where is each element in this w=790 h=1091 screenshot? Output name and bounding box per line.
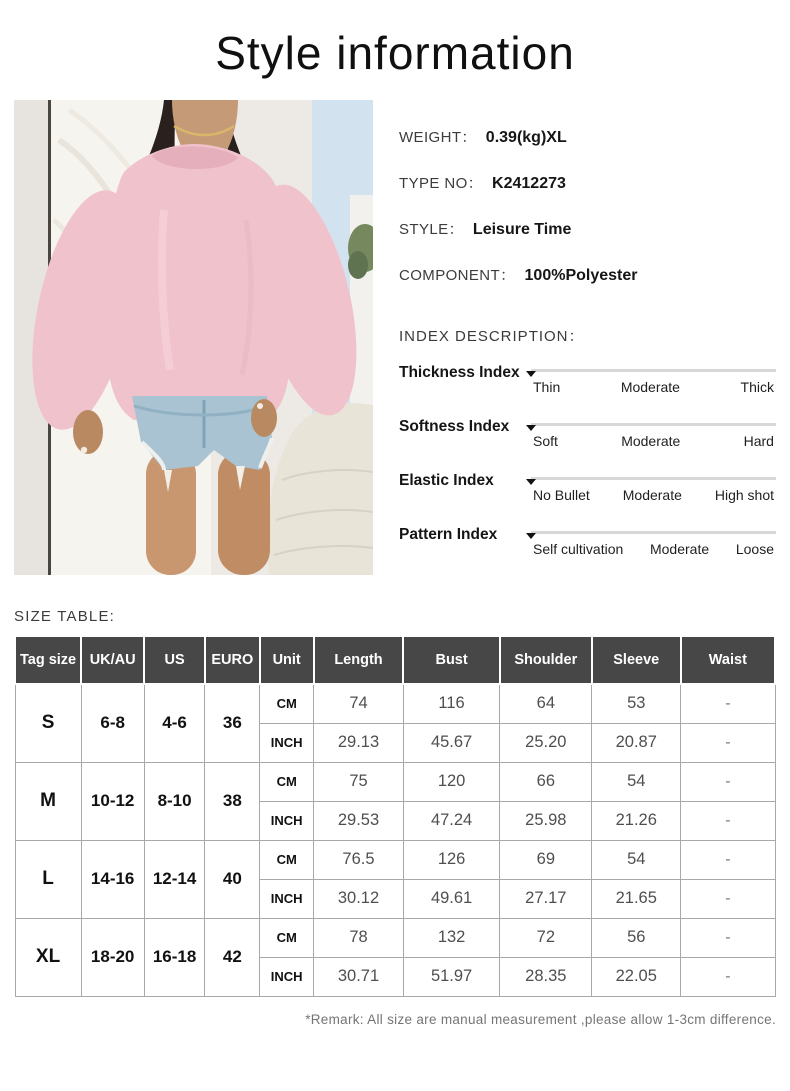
euro-s: 36 <box>205 684 260 762</box>
col-euro: EURO <box>205 636 260 684</box>
slider-options <box>531 487 776 503</box>
unit-inch: INCH <box>260 957 314 996</box>
option-moderate: Moderate <box>620 379 680 395</box>
style-value: Leisure Time <box>472 221 572 238</box>
tag-size-m: M <box>15 762 81 840</box>
length-m-cm: 75 <box>314 762 404 801</box>
unit-inch: INCH <box>260 723 314 762</box>
unit-cm: CM <box>260 918 314 957</box>
thickness-index-row <box>399 362 776 399</box>
waist-xl-cm: - <box>681 918 775 957</box>
us-xl: 16-18 <box>144 918 205 996</box>
euro-l: 40 <box>205 840 260 918</box>
uk-au-m: 10-12 <box>81 762 144 840</box>
top-content-row <box>0 100 790 578</box>
sleeve-xl-inch: 22.05 <box>592 957 681 996</box>
tag-size-l: L <box>15 840 81 918</box>
option-high-shot: High shot <box>714 487 774 503</box>
bust-xl-inch: 51.97 <box>403 957 500 996</box>
col-waist: Waist <box>681 636 775 684</box>
option-moderate: Moderate <box>621 433 681 449</box>
slider-options <box>531 433 776 449</box>
component-label: COMPONENT： <box>399 267 516 284</box>
component-value: 100%Polyester <box>524 267 638 284</box>
col-sleeve: Sleeve <box>592 636 681 684</box>
sleeve-s-cm: 53 <box>592 684 681 723</box>
uk-au-l: 14-16 <box>81 840 144 918</box>
softness-index-label: Softness Index <box>399 418 510 435</box>
us-m: 8-10 <box>144 762 205 840</box>
unit-inch: INCH <box>260 879 314 918</box>
bust-l-inch: 49.61 <box>403 879 500 918</box>
length-s-inch: 29.13 <box>314 723 404 762</box>
sleeve-xl-cm: 56 <box>592 918 681 957</box>
field-component <box>399 264 776 285</box>
length-m-inch: 29.53 <box>314 801 404 840</box>
index-description-heading: INDEX DESCRIPTION： <box>399 328 585 345</box>
shoulder-l-inch: 27.17 <box>500 879 592 918</box>
option-thin: Thin <box>533 379 561 395</box>
table-row-xl-cm <box>15 918 775 957</box>
option-thick: Thick <box>740 379 774 395</box>
table-header-row <box>15 636 775 684</box>
weight-value: 0.39(kg)XL <box>485 129 567 146</box>
col-shoulder: Shoulder <box>500 636 592 684</box>
unit-cm: CM <box>260 762 314 801</box>
shoulder-l-cm: 69 <box>500 840 592 879</box>
us-s: 4-6 <box>144 684 205 762</box>
softness-index-slider <box>531 416 776 453</box>
sleeve-l-cm: 54 <box>592 840 681 879</box>
unit-cm: CM <box>260 684 314 723</box>
shoulder-m-inch: 25.98 <box>500 801 592 840</box>
weight-label: WEIGHT： <box>399 129 477 146</box>
field-style <box>399 218 776 239</box>
option-moderate: Moderate <box>622 487 682 503</box>
type-no-value: K2412273 <box>492 175 566 192</box>
pattern-index-row <box>399 524 776 561</box>
bust-s-cm: 116 <box>403 684 500 723</box>
sleeve-m-cm: 54 <box>592 762 681 801</box>
option-loose: Loose <box>735 541 774 557</box>
bust-m-cm: 120 <box>403 762 500 801</box>
us-l: 12-14 <box>144 840 205 918</box>
waist-s-cm: - <box>681 684 775 723</box>
thickness-index-label: Thickness Index <box>399 364 520 381</box>
waist-m-cm: - <box>681 762 775 801</box>
bust-xl-cm: 132 <box>403 918 500 957</box>
slider-track <box>531 531 776 534</box>
option-moderate: Moderate <box>649 541 710 557</box>
length-l-cm: 76.5 <box>314 840 404 879</box>
product-photo-illustration <box>14 100 373 575</box>
sleeve-s-inch: 20.87 <box>592 723 681 762</box>
bust-m-inch: 47.24 <box>403 801 500 840</box>
length-xl-cm: 78 <box>314 918 404 957</box>
size-table-heading: SIZE TABLE: <box>14 608 116 625</box>
euro-m: 38 <box>205 762 260 840</box>
elastic-index-label: Elastic Index <box>399 472 494 489</box>
product-photo <box>14 100 373 575</box>
col-length: Length <box>314 636 404 684</box>
size-table <box>14 635 776 997</box>
waist-l-inch: - <box>681 879 775 918</box>
sleeve-m-inch: 21.26 <box>592 801 681 840</box>
neck <box>172 100 238 152</box>
field-type-no <box>399 172 776 193</box>
elastic-index-row <box>399 470 776 507</box>
style-label: STYLE： <box>399 221 464 238</box>
slider-options <box>531 379 776 395</box>
shoulder-s-inch: 25.20 <box>500 723 592 762</box>
uk-au-s: 6-8 <box>81 684 144 762</box>
unit-inch: INCH <box>260 801 314 840</box>
length-l-inch: 30.12 <box>314 879 404 918</box>
page-title: Style information <box>215 27 575 79</box>
waist-l-cm: - <box>681 840 775 879</box>
slider-track <box>531 369 776 372</box>
product-info <box>399 100 776 578</box>
elastic-index-slider <box>531 470 776 507</box>
col-unit: Unit <box>260 636 314 684</box>
length-xl-inch: 30.71 <box>314 957 404 996</box>
waist-s-inch: - <box>681 723 775 762</box>
pattern-index-slider <box>531 524 776 561</box>
bust-s-inch: 45.67 <box>403 723 500 762</box>
tag-size-s: S <box>15 684 81 762</box>
sleeve-l-inch: 21.65 <box>592 879 681 918</box>
field-weight <box>399 126 776 147</box>
option-no-bullet: No Bullet <box>533 487 590 503</box>
shoulder-xl-inch: 28.35 <box>500 957 592 996</box>
softness-index-row <box>399 416 776 453</box>
table-row-l-cm <box>15 840 775 879</box>
length-s-cm: 74 <box>314 684 404 723</box>
unit-cm: CM <box>260 840 314 879</box>
shoulder-xl-cm: 72 <box>500 918 592 957</box>
type-no-label: TYPE NO： <box>399 175 484 192</box>
slider-track <box>531 477 776 480</box>
waist-m-inch: - <box>681 801 775 840</box>
euro-xl: 42 <box>205 918 260 996</box>
col-bust: Bust <box>403 636 500 684</box>
option-soft: Soft <box>533 433 558 449</box>
pattern-index-label: Pattern Index <box>399 526 498 543</box>
table-row-s-cm <box>15 684 775 723</box>
option-hard: Hard <box>743 433 774 449</box>
shoulder-m-cm: 66 <box>500 762 592 801</box>
table-row-m-cm <box>15 762 775 801</box>
remark-note: *Remark: All size are manual measurement ,please allow 1-3cm difference. <box>305 1011 776 1027</box>
option-self-cultivation: Self cultivation <box>533 541 624 557</box>
waist-xl-inch: - <box>681 957 775 996</box>
shoulder-s-cm: 64 <box>500 684 592 723</box>
slider-options <box>531 541 776 557</box>
col-us: US <box>144 636 205 684</box>
uk-au-xl: 18-20 <box>81 918 144 996</box>
col-tag-size: Tag size <box>15 636 81 684</box>
thickness-index-slider <box>531 362 776 399</box>
bust-l-cm: 126 <box>403 840 500 879</box>
slider-track <box>531 423 776 426</box>
tag-size-xl: XL <box>15 918 81 996</box>
col-uk-au: UK/AU <box>81 636 144 684</box>
